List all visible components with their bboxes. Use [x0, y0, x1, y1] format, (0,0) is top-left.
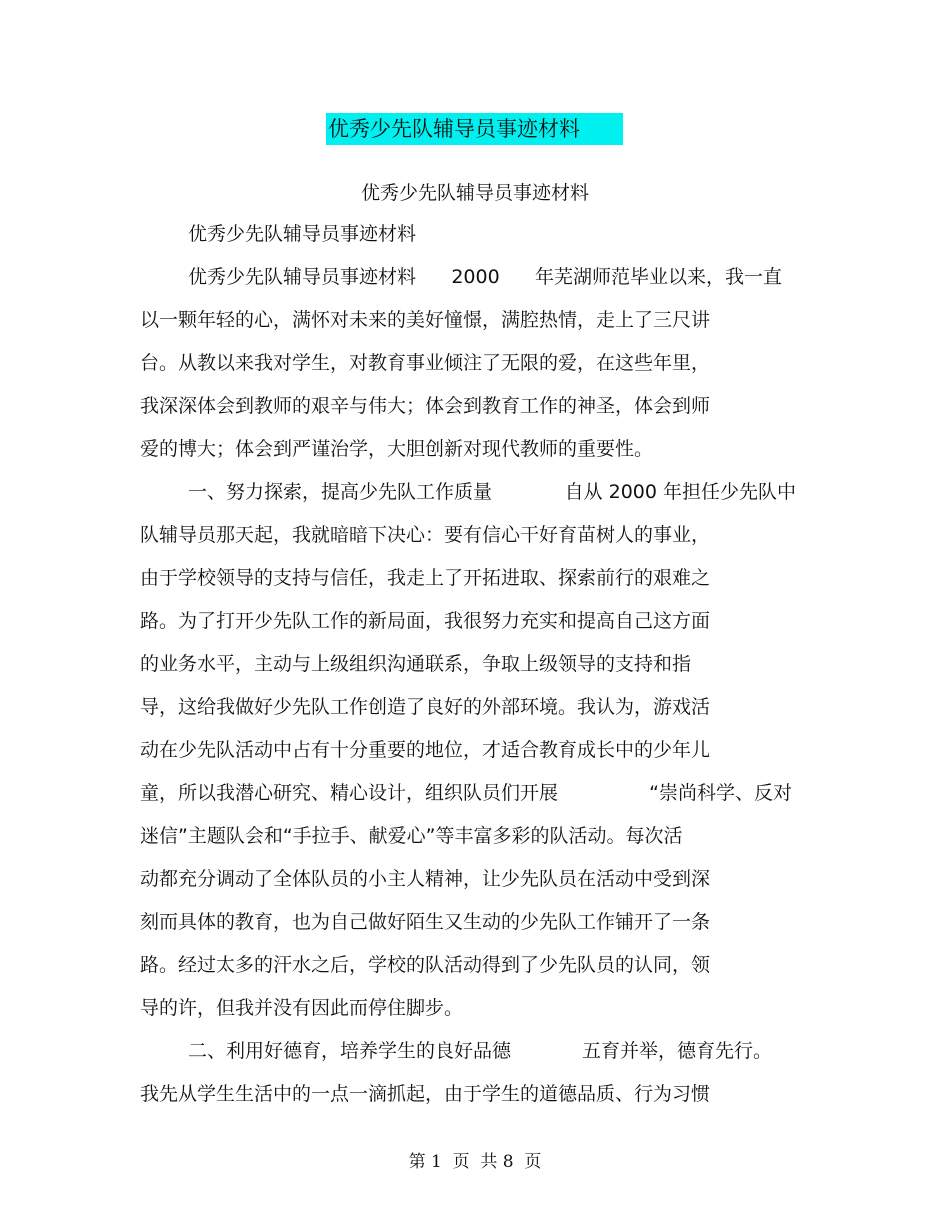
- text-segment: 二、利用好德育，培养学生的良好品德: [188, 1040, 512, 1062]
- body-line: [140, 649, 691, 679]
- text-segment: 优秀少先队辅导员事迹材料: [188, 223, 417, 245]
- text-segment: 童，所以我潜心研究、精心设计，组织队员们开展: [140, 782, 559, 804]
- text-segment: 路。为了打开少先队工作的新局面，我很努力充实和提高自己这方面: [140, 610, 711, 632]
- text-segment: 我深深体会到教师的艰辛与伟大；体会到教育工作的神圣，体会到师: [140, 395, 711, 417]
- text-segment: 的业务水平，主动与上级组织沟通联系，争取上级领导的支持和指: [140, 653, 692, 675]
- text-segment: 年芜湖师范毕业以来，我一直: [534, 266, 782, 288]
- document-subtitle: 优秀少先队辅导员事迹材料: [360, 182, 589, 204]
- body-line: [188, 477, 796, 507]
- text-segment: 自从 2000 年担任少先队中: [564, 481, 796, 503]
- body-line: [140, 1079, 710, 1109]
- body-line: [188, 219, 416, 249]
- text-segment: 迷信”主题队会和“手拉手、献爱心”等丰富多彩的队活动。每次活: [140, 825, 683, 847]
- text-segment: 由于学校领导的支持与信任，我走上了开拓进取、探索前行的艰难之: [140, 567, 711, 589]
- body-line: [140, 735, 710, 765]
- body-line: [188, 1036, 772, 1066]
- body-line: [140, 864, 710, 894]
- text-segment: 我先从学生生活中的一点一滴抓起，由于学生的道德品质、行为习惯: [140, 1083, 711, 1105]
- body-line: [140, 434, 653, 464]
- body-line: [140, 520, 710, 550]
- text-segment: 队辅导员那天起，我就暗暗下决心：要有信心干好育苗树人的事业，: [140, 524, 711, 546]
- text-segment: 路。经过太多的汗水之后，学校的队活动得到了少先队员的认同，领: [140, 954, 711, 976]
- text-segment: 2000: [451, 266, 500, 288]
- page-title: 优秀少先队辅导员事迹材料: [326, 113, 623, 145]
- body-line: [140, 391, 710, 421]
- body-line: [140, 821, 683, 851]
- text-segment: “崇尚科学、反对: [649, 782, 792, 804]
- body-line: [140, 348, 710, 378]
- body-line: [140, 305, 710, 335]
- text-segment: 导的许，但我并没有因此而停住脚步。: [140, 997, 464, 1019]
- text-segment: 五育并举，德育先行。: [581, 1040, 772, 1062]
- text-segment: 导，这给我做好少先队工作创造了良好的外部环境。我认为，游戏活: [140, 696, 711, 718]
- text-segment: 一、努力探索，提高少先队工作质量: [188, 481, 493, 503]
- body-line: [140, 606, 710, 636]
- text-segment: 动都充分调动了全体队员的小主人精神，让少先队员在活动中受到深: [140, 868, 711, 890]
- body-line: [140, 993, 463, 1023]
- body-line: [140, 692, 710, 722]
- text-segment: 动在少先队活动中占有十分重要的地位，才适合教育成长中的少年儿: [140, 739, 711, 761]
- body-line: [140, 563, 710, 593]
- body-line: [188, 262, 782, 292]
- text-segment: 台。从教以来我对学生，对教育事业倾注了无限的爱，在这些年里，: [140, 352, 711, 374]
- text-segment: 优秀少先队辅导员事迹材料: [188, 266, 417, 288]
- body-line: [140, 907, 710, 937]
- text-segment: 以一颗年轻的心，满怀对未来的美好憧憬，满腔热情，走上了三尺讲: [140, 309, 711, 331]
- body-line: [140, 778, 792, 808]
- page-number-footer: 第 1 页 共 8 页: [408, 1152, 542, 1172]
- body-line: [140, 950, 710, 980]
- text-segment: 刻而具体的教育，也为自己做好陌生又生动的少先队工作铺开了一条: [140, 911, 711, 933]
- text-segment: 爱的博大；体会到严谨治学，大胆创新对现代教师的重要性。: [140, 438, 654, 460]
